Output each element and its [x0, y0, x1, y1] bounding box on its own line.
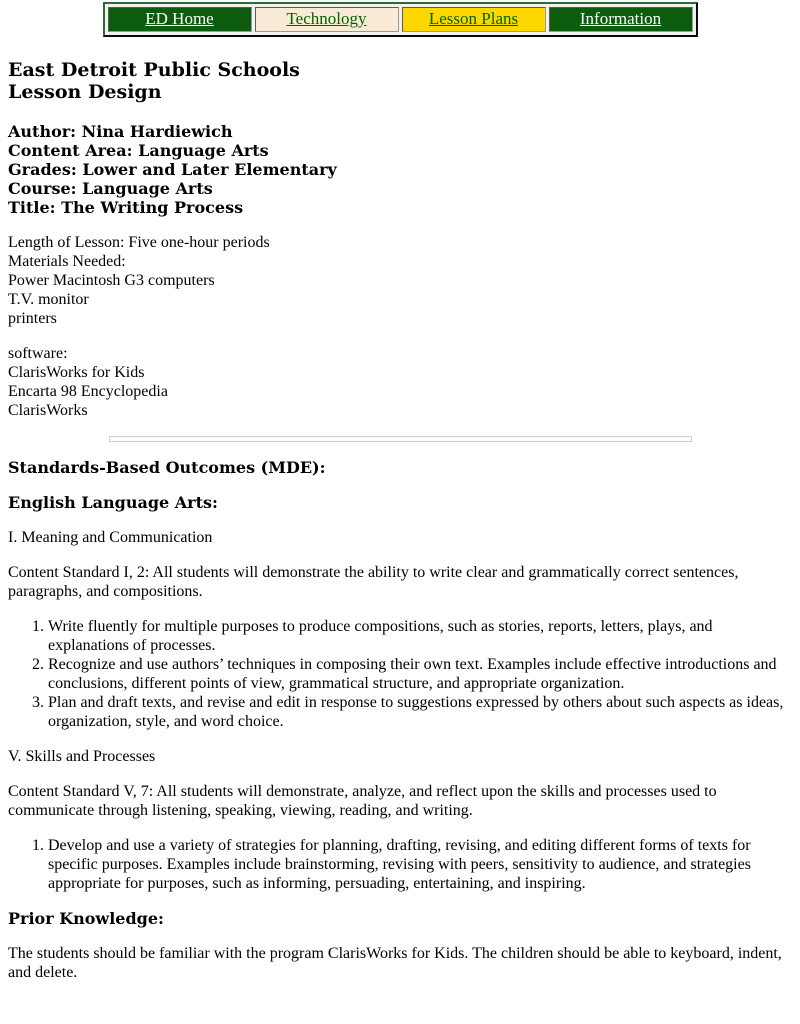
meta-grades: Grades: Lower and Later Elementary — [8, 160, 337, 179]
page-title — [8, 59, 792, 103]
nav-item-information[interactable] — [549, 7, 693, 32]
software-label: software: — [8, 345, 68, 362]
list-item: 2. Recognize and use authors’ techniques in composing their own text. Examples include effective introductions and conclusions, different points of view, grammatical structure, and appropriate organization. — [48, 655, 792, 693]
technology-link[interactable]: Technology — [286, 9, 367, 28]
nav-bar — [103, 2, 698, 37]
logistics-computers: Power Macintosh G3 computers — [8, 272, 215, 289]
standard-1-list — [8, 617, 792, 731]
list-item: 1. Develop and use a variety of strategies for planning, drafting, revising, and editing different forms of texts for specific purposes. Examples include brainstorming, revising with peers, sensitivity to audience, and strategies appropriate for purposes, such as informing, persuading, entertaining, and inspiring. — [48, 836, 792, 893]
logistics-materials: Materials Needed: — [8, 253, 126, 270]
page-content — [8, 59, 792, 982]
standard-5-list — [8, 836, 792, 893]
content-standard-1: Content Standard I, 2: All students will demonstrate the ability to write clear and grammatically correct sentences, paragraphs, and compositions. — [8, 564, 739, 600]
nav-item-lesson-plans[interactable] — [402, 7, 546, 32]
content-standard-5: Content Standard V, 7: All students will demonstrate, analyze, and reflect upon the skills and processes used to communicate through listening, speaking, viewing, reading, and writing. — [8, 783, 717, 819]
meta-author: Author: Nina Hardiewich — [8, 122, 233, 141]
page-title-line2: Lesson Design — [8, 81, 162, 103]
meta-content-area: Content Area: Language Arts — [8, 141, 269, 160]
software-list — [8, 344, 792, 420]
ed-home-link[interactable]: ED Home — [145, 9, 214, 28]
logistics-length: Length of Lesson: Five one-hour periods — [8, 234, 270, 251]
logistics-monitor: T.V. monitor — [8, 291, 89, 308]
prior-knowledge-heading: Prior Knowledge: — [8, 909, 164, 928]
lesson-logistics — [8, 233, 792, 328]
lesson-plans-link[interactable]: Lesson Plans — [428, 9, 519, 28]
information-link[interactable]: Information — [579, 9, 662, 28]
divider — [109, 436, 692, 442]
strand-5: V. Skills and Processes — [8, 748, 156, 765]
meta-course: Course: Language Arts — [8, 179, 213, 198]
nav-item-technology[interactable] — [255, 7, 399, 32]
list-item: 3. Plan and draft texts, and revise and edit in response to suggestions expressed by others about such aspects as ideas, organization, style, and word choice. — [48, 693, 792, 731]
list-item: 1. Write fluently for multiple purposes to produce compositions, such as stories, reports, letters, plays, and explanations of processes. — [48, 617, 792, 655]
nav-item-ed-home[interactable] — [108, 7, 252, 32]
lesson-meta — [8, 122, 792, 217]
meta-title: Title: The Writing Process — [8, 198, 244, 217]
page-title-line1: East Detroit Public Schools — [8, 59, 300, 81]
nav-row — [108, 7, 693, 32]
logistics-printers: printers — [8, 310, 57, 327]
software-clarisworks-kids: ClarisWorks for Kids — [8, 364, 145, 381]
ela-heading: English Language Arts: — [8, 493, 218, 512]
software-clarisworks: ClarisWorks — [8, 402, 88, 419]
strand-1: I. Meaning and Communication — [8, 529, 213, 546]
standards-heading: Standards-Based Outcomes (MDE): — [8, 458, 326, 477]
prior-knowledge-text: The students should be familiar with the program ClarisWorks for Kids. The children should be able to keyboard, indent, and delete. — [8, 945, 782, 981]
software-encarta: Encarta 98 Encyclopedia — [8, 383, 168, 400]
